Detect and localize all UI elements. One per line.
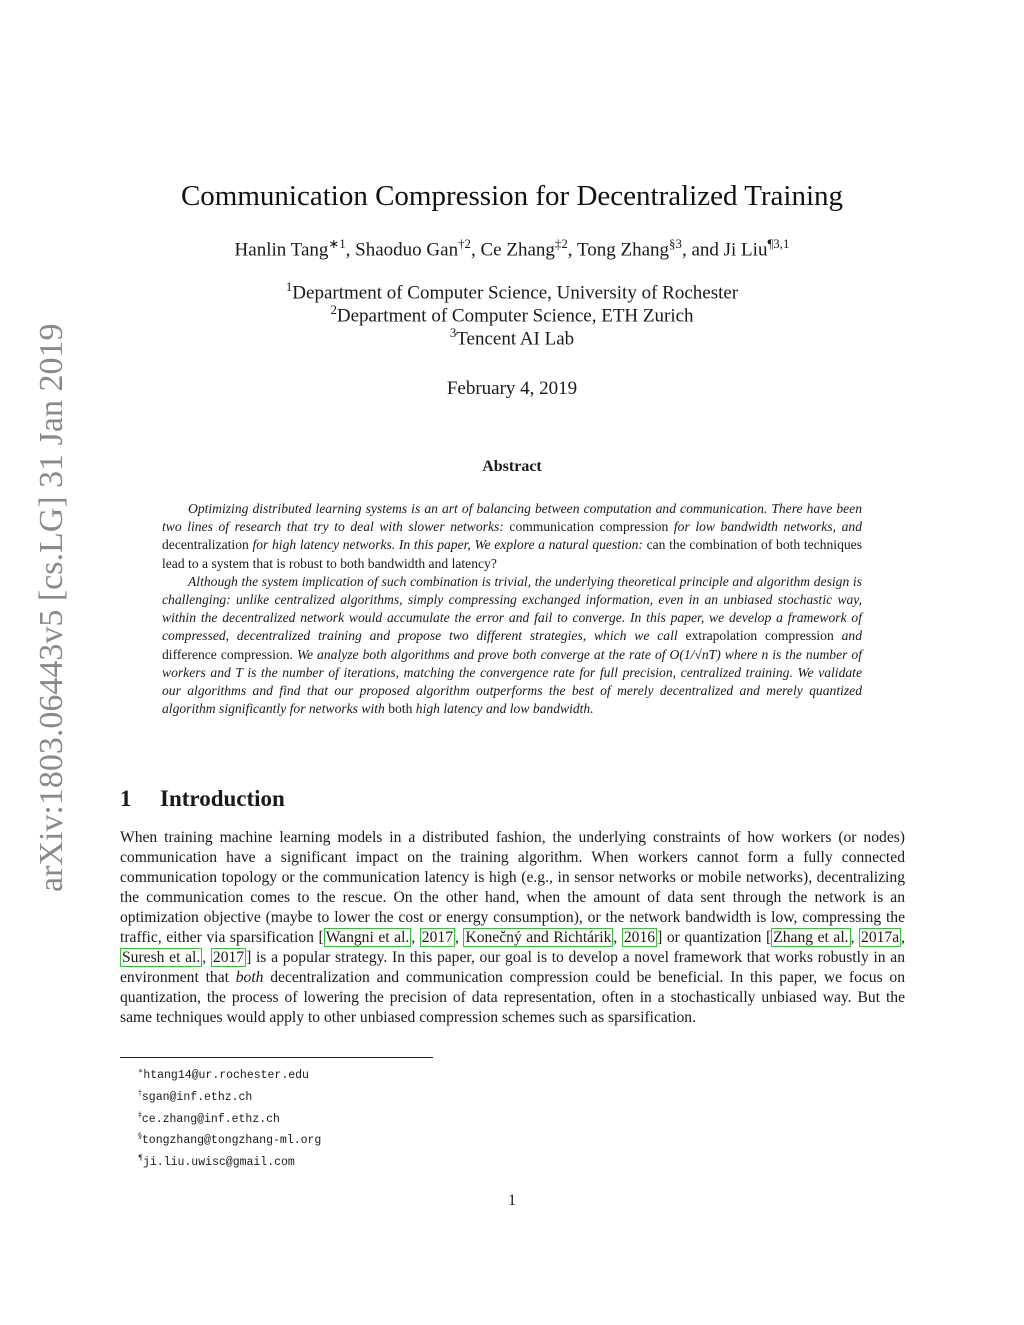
footnotes — [138, 1062, 321, 1171]
arxiv-identifier: arXiv:1803.06443v5 [cs.LG] 31 Jan 2019 — [33, 323, 70, 892]
affiliation-mark: 3 — [449, 325, 457, 340]
intro-text: When training machine learning models in a distributed fashion, the underlying constraints of how workers (or nodes) communication have a significant impact on the training algorithm. When workers cannot form a fully connected communication topology or the communication latency is high (e.g., in sensor networks or mobile networks), decentralizing the communication comes to the rescue. On the other hand, when the amount of data sent through the network is an optimization objective (maybe to lower the cost or energy consumption), or the network bandwidth is low, compressing the traffic, either via sparsification [ — [120, 829, 905, 946]
author-name: Shaoduo Gan — [355, 239, 459, 261]
citation-link[interactable]: Konečný and Richtárik — [465, 929, 612, 946]
footnote — [138, 1127, 321, 1149]
intro-text: , — [613, 929, 622, 946]
footnote-email[interactable]: ce.zhang@inf.ethz.ch — [141, 1112, 280, 1126]
footnote-mark: ∗ — [138, 1066, 144, 1075]
abstract-text: Although the system implication of such combination is trivial, the underlying theoretical principle and algorithm design is challenging: unlike centralized algorithms, simply compressing exchanged information, even in an unbiased stochastic way, within the decentralized network would accumulate the error and fail to converge. In this paper, we develop a framework of compressed, decentralized training and propose two different strategies, which we call — [162, 573, 862, 644]
abstract-text: Optimizing distributed learning systems is an art of balancing between computation and communication. There have been two lines of research that try to deal with slower networks: — [162, 501, 862, 535]
abstract-text: can the combination of both techniques lead to a system that is robust to both bandwidth and latency? — [162, 537, 862, 571]
abstract-heading: Abstract — [482, 458, 542, 475]
footnote-mark: ¶ — [138, 1153, 143, 1163]
abstract-paragraph — [162, 573, 862, 719]
intro-text: ] or quantization [ — [657, 929, 772, 946]
affiliation — [0, 325, 1024, 350]
author-name: Ce Zhang — [480, 239, 555, 261]
footnote-mark: † — [138, 1087, 142, 1097]
citation-link[interactable]: Suresh et al. — [122, 949, 201, 966]
introduction-paragraph — [120, 828, 905, 1028]
citation-link[interactable]: 2017 — [212, 949, 245, 966]
footnote-mark: § — [138, 1131, 142, 1141]
intro-text: ] is a popular strategy. In this paper, our goal is to develop a novel framework that works robustly in an environment that — [120, 949, 906, 986]
page-number: 1 — [508, 1192, 516, 1209]
affiliation-mark: 2 — [330, 302, 337, 317]
footnote-mark: ‡ — [138, 1109, 142, 1119]
author-mark: ∗1 — [328, 236, 346, 251]
intro-text: , — [850, 929, 860, 946]
abstract-text: both — [388, 701, 413, 717]
footnote — [138, 1062, 321, 1084]
footnote-email[interactable]: ji.liu.uwisc@gmail.com — [142, 1156, 295, 1170]
publication-date: February 4, 2019 — [446, 378, 578, 399]
intro-text: , — [411, 929, 420, 946]
section-heading — [120, 786, 285, 812]
footnote-divider — [120, 1057, 433, 1058]
author-mark: ‡2 — [554, 236, 568, 251]
author-name: Tong Zhang — [576, 239, 670, 261]
citation-link[interactable]: 2017a — [861, 929, 900, 946]
citation-link[interactable]: 2017 — [421, 929, 453, 946]
citation-link[interactable]: Zhang et al. — [773, 929, 849, 946]
author-name: Hanlin Tang — [234, 239, 329, 261]
abstract-text: high latency and low bandwidth. — [415, 701, 594, 717]
abstract-text: difference compression. — [162, 646, 293, 662]
footnote — [138, 1149, 321, 1171]
author-name: and Ji Liu — [691, 239, 768, 261]
abstract-text: for high latency networks. In this paper, We explore a natural question: — [252, 537, 643, 553]
intro-text: both — [235, 969, 264, 986]
affiliation-mark: 1 — [285, 279, 293, 294]
intro-text: decentralization and communication compression could be beneficial. In this paper, we focus on quantization, the process of lowering the precision of data representation, often in a stochastically unbiased way. But the same techniques would apply to other unbiased compression schemes such as sparsification. — [120, 969, 906, 1026]
footnote-email[interactable]: tongzhang@tongzhang-ml.org — [141, 1134, 322, 1148]
abstract-text: communication compression — [509, 519, 669, 535]
affiliation-text: Tencent AI Lab — [456, 328, 575, 350]
author-mark: †2 — [458, 236, 471, 251]
footnote-email[interactable]: htang14@ur.rochester.edu — [143, 1068, 309, 1082]
intro-text: , — [901, 929, 906, 946]
abstract-text: decentralization — [162, 537, 249, 553]
affiliation — [0, 279, 1024, 304]
abstract-text: extrapolation compression — [685, 628, 834, 644]
intro-text: , — [454, 929, 464, 946]
abstract-paragraph — [162, 500, 862, 573]
citation-link[interactable]: Wangni et al. — [325, 929, 410, 946]
author-list: Hanlin Tang$^{∗1}$, Shaoduo Gan$^{\dagger 2}$, Ce Zhang$^{\ddagger 2}$, Tong Zhang$^{\S 3}$, and Ji Liu$^{\P 3,1}$ — [234, 236, 790, 261]
affiliation-text: Department of Computer Science, ETH Zurich — [336, 305, 694, 327]
intro-text: , — [202, 949, 211, 966]
footnote — [138, 1084, 321, 1106]
affiliation-text: Department of Computer Science, University of Rochester — [292, 282, 739, 304]
section-title: Introduction — [160, 786, 285, 811]
paper-title: Communication Compression for Decentralized Training — [180, 180, 844, 212]
footnote — [138, 1106, 321, 1128]
section-number: 1 — [120, 786, 132, 811]
citation-link[interactable]: 2016 — [623, 929, 656, 946]
author-mark: §3 — [669, 236, 682, 251]
abstract-body — [162, 500, 862, 718]
abstract-text: We analyze both algorithms and prove both converge at the rate of O(1/√nT) where n is the number of workers and T is the number of iterations, matching the convergence rate for full precision, centralized training. We validate our algorithms and find that our proposed algorithm outperforms the best of merely decentralized and merely quantized algorithm significantly for networks with — [162, 646, 862, 717]
abstract-text: for low bandwidth networks, and — [673, 519, 862, 535]
affiliation — [0, 302, 1024, 327]
footnote-email[interactable]: sgan@inf.ethz.ch — [141, 1090, 253, 1104]
abstract-text: and — [841, 628, 862, 644]
author-mark: ¶3,1 — [767, 236, 790, 251]
